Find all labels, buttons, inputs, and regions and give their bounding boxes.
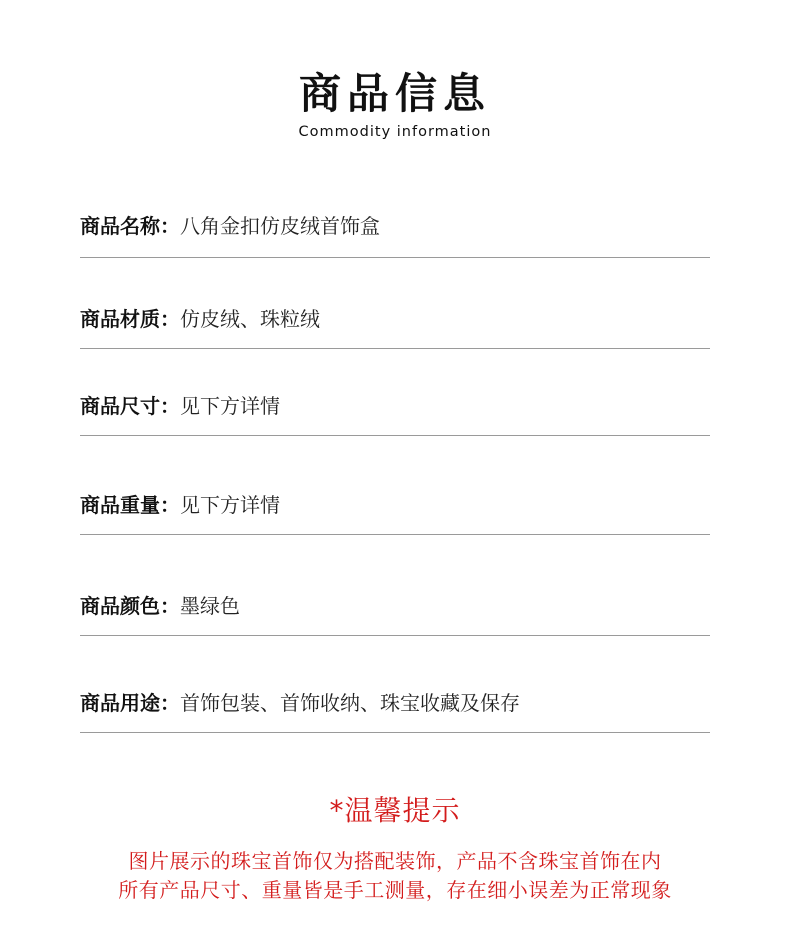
spec-label: 商品材质： xyxy=(80,307,180,331)
page-subtitle: Commodity information xyxy=(298,124,492,140)
spec-label: 商品颜色： xyxy=(80,594,180,618)
spec-value: 首饰包装、首饰收纳、珠宝收藏及保存 xyxy=(180,691,520,715)
spec-label: 商品名称： xyxy=(80,214,180,238)
notice-line: 所有产品尺寸、重量皆是手工测量，存在细小误差为正常现象 xyxy=(118,877,672,902)
spec-row-material xyxy=(80,292,710,349)
spec-value: 八角金扣仿皮绒首饰盒 xyxy=(180,214,380,238)
page-header xyxy=(0,68,790,141)
notice-title: *温馨提示 xyxy=(329,794,461,827)
spec-label: 商品尺寸： xyxy=(80,394,180,418)
spec-label: 商品用途： xyxy=(80,691,180,715)
spec-value: 见下方详情 xyxy=(180,493,280,517)
spec-row-color xyxy=(80,580,710,636)
spec-value: 墨绿色 xyxy=(180,594,240,618)
spec-row-size xyxy=(80,380,710,436)
spec-value: 仿皮绒、珠粒绒 xyxy=(180,307,320,331)
notice-text xyxy=(0,847,790,904)
spec-row-usage xyxy=(80,677,710,733)
spec-value: 见下方详情 xyxy=(180,394,280,418)
spec-label: 商品重量： xyxy=(80,493,180,517)
page-title: 商品信息 xyxy=(298,69,491,118)
spec-row-name xyxy=(80,200,710,258)
spec-row-weight xyxy=(80,478,710,535)
notice-line: 图片展示的珠宝首饰仅为搭配装饰，产品不含珠宝首饰在内 xyxy=(128,849,662,873)
